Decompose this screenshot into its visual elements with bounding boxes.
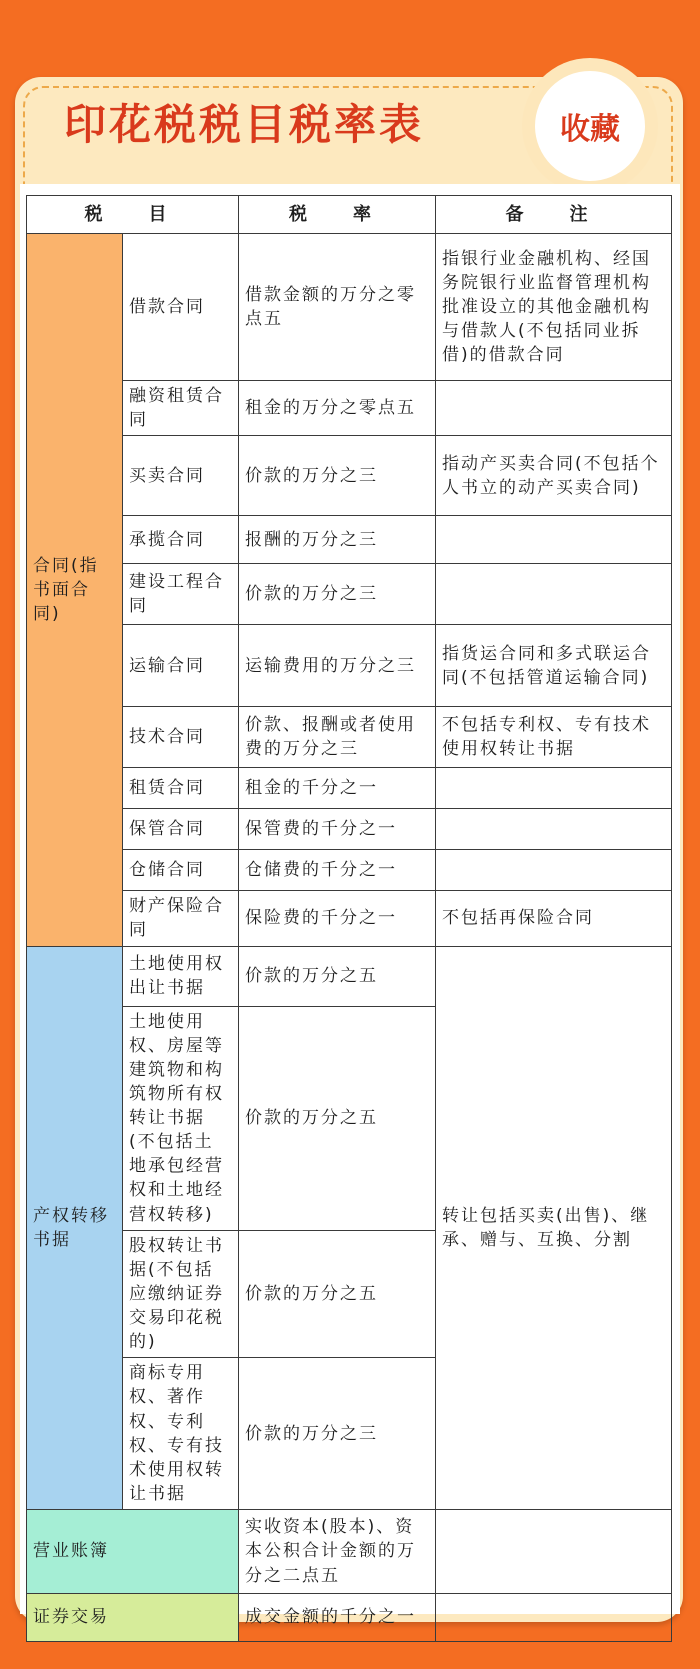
page-title: 印花税税目税率表: [64, 100, 425, 149]
category-business-ledger: 营业账簿: [27, 1510, 239, 1594]
remark-cell: 不包括再保险合同: [436, 891, 672, 946]
rate-cell: 运输费用的万分之三: [239, 625, 436, 707]
rate-cell: 仓储费的千分之一: [239, 850, 436, 891]
rate-cell: 保险费的千分之一: [239, 891, 436, 946]
rate-cell: 价款的万分之三: [239, 436, 436, 516]
remark-cell: 指动产买卖合同(不包括个人书立的动产买卖合同): [436, 436, 672, 516]
remark-cell: 不包括专利权、专有技术使用权转让书据: [436, 707, 672, 768]
item-cell: 股权转让书据(不包括应缴纳证券交易印花税的): [123, 1230, 239, 1358]
item-cell: 建设工程合同: [123, 564, 239, 625]
rate-cell: 实收资本(股本)、资本公积合计金额的万分之二点五: [239, 1510, 436, 1594]
item-cell: 土地使用权、房屋等建筑物和构筑物所有权转让书据(不包括土地承包经营权和土地经营权转移): [123, 1006, 239, 1230]
rate-cell: 价款的万分之五: [239, 1006, 436, 1230]
rate-cell: 价款、报酬或者使用费的万分之三: [239, 707, 436, 768]
rate-cell: 价款的万分之三: [239, 1358, 436, 1510]
remark-cell: [436, 1594, 672, 1642]
item-cell: 财产保险合同: [123, 891, 239, 946]
remark-cell: [436, 809, 672, 850]
remark-cell: 指银行业金融机构、经国务院银行业监督管理机构批准设立的其他金融机构与借款人(不包括同业拆借)的借款合同: [436, 234, 672, 381]
favorite-button[interactable]: 收藏: [535, 71, 645, 181]
remark-cell: [436, 850, 672, 891]
category-securities: 证券交易: [27, 1594, 239, 1642]
rate-cell: 价款的万分之五: [239, 1230, 436, 1358]
item-cell: 保管合同: [123, 809, 239, 850]
table-row: [27, 1510, 672, 1594]
item-cell: 技术合同: [123, 707, 239, 768]
table-row: [27, 625, 672, 707]
table-row: [27, 946, 672, 1006]
table-row: [27, 564, 672, 625]
table-row: [27, 381, 672, 436]
rate-cell: 借款金额的万分之零点五: [239, 234, 436, 381]
table-row: [27, 436, 672, 516]
table-row: [27, 768, 672, 809]
table-row: [27, 707, 672, 768]
remark-cell: [436, 564, 672, 625]
tax-rate-table: [26, 195, 672, 1642]
rate-cell: 价款的万分之三: [239, 564, 436, 625]
rate-cell: 价款的万分之五: [239, 946, 436, 1006]
rate-cell: 保管费的千分之一: [239, 809, 436, 850]
item-cell: 仓储合同: [123, 850, 239, 891]
category-contract: 合同(指书面合同): [27, 234, 123, 947]
item-cell: 承揽合同: [123, 516, 239, 564]
remark-cell: [436, 1510, 672, 1594]
item-cell: 土地使用权出让书据: [123, 946, 239, 1006]
remark-cell: [436, 381, 672, 436]
remark-cell: [436, 768, 672, 809]
column-header-rate: 税 率: [239, 196, 436, 234]
table-row: [27, 809, 672, 850]
column-header-remark: 备 注: [436, 196, 672, 234]
item-cell: 租赁合同: [123, 768, 239, 809]
rate-cell: 报酬的万分之三: [239, 516, 436, 564]
item-cell: 买卖合同: [123, 436, 239, 516]
rate-cell: 成交金额的千分之一: [239, 1594, 436, 1642]
rate-cell: 租金的万分之零点五: [239, 381, 436, 436]
table-row: [27, 516, 672, 564]
remark-cell: [436, 516, 672, 564]
table-row: [27, 1594, 672, 1642]
item-cell: 运输合同: [123, 625, 239, 707]
table-row: [27, 850, 672, 891]
remark-cell: 指货运合同和多式联运合同(不包括管道运输合同): [436, 625, 672, 707]
item-cell: 借款合同: [123, 234, 239, 381]
category-property-transfer: 产权转移书据: [27, 946, 123, 1510]
table-row: [27, 891, 672, 946]
remark-cell-shared: 转让包括买卖(出售)、继承、赠与、互换、分割: [436, 946, 672, 1510]
item-cell: 融资租赁合同: [123, 381, 239, 436]
column-header-item: 税 目: [27, 196, 239, 234]
rate-cell: 租金的千分之一: [239, 768, 436, 809]
item-cell: 商标专用权、著作权、专利权、专有技术使用权转让书据: [123, 1358, 239, 1510]
table-row: [27, 234, 672, 381]
table-header-row: [27, 196, 672, 234]
